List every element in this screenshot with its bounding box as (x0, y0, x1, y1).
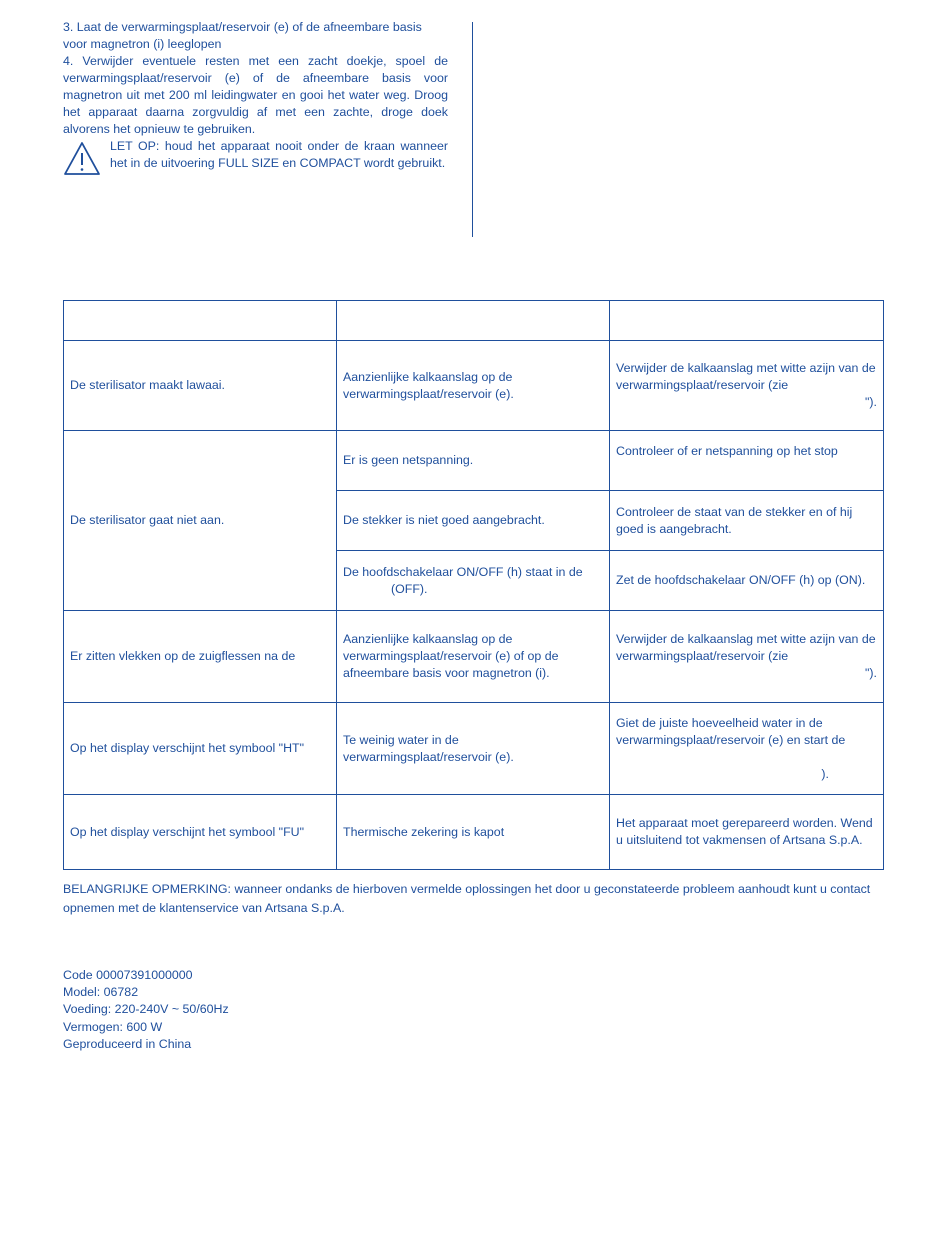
table-row (64, 341, 884, 431)
solution-cell: Controleer of er netspanning op het stop (610, 431, 884, 491)
cause-text-end: (OFF). (391, 581, 428, 596)
solution-cell: Controleer de staat van de stekker en of hij goed is aangebracht. (610, 491, 884, 551)
cause-cell: Er is geen netspanning. (337, 431, 610, 491)
solution-text-end: ). (821, 766, 829, 781)
troubleshooting-table (63, 300, 884, 870)
solution-text: Verwijder de kalkaanslag met witte azijn van de verwarmingsplaat/reservoir (zie (616, 632, 876, 663)
table-row (64, 703, 884, 795)
step-4: 4. Verwijder eventuele resten met een zacht doekje, spoel de verwarmingsplaat/reservoir (e) of de afneembare basis voor magnetron uit met 200 ml leidingwater en gooi het water weg. Droog het apparaat daarna zorgvuldig af met een zachte, droge doek alvorens het opnieuw te gebruiken. (63, 54, 448, 136)
cause-cell: Te weinig water in de verwarmingsplaat/reservoir (e). (337, 703, 610, 795)
table-row (64, 431, 884, 491)
problem-cell: De sterilisator gaat niet aan. (64, 431, 337, 611)
cause-cell: Aanzienlijke kalkaanslag op de verwarmingsplaat/reservoir (e) of op de afneembare basis voor magnetron (i). (337, 611, 610, 703)
problem-cell: De sterilisator maakt lawaai. (64, 341, 337, 431)
spec-model: Model: 06782 (63, 985, 139, 1000)
problem-cell: Op het display verschijnt het symbool "FU" (64, 795, 337, 870)
table-header-row (64, 301, 884, 341)
spec-power-supply: Voeding: 220-240V ~ 50/60Hz (63, 1002, 229, 1017)
important-note (63, 880, 893, 918)
maintenance-steps (63, 19, 448, 181)
spec-code: Code 00007391000000 (63, 968, 193, 982)
solution-cell (610, 611, 884, 703)
cause-text: De hoofdschakelaar ON/OFF (h) staat in de (343, 564, 583, 579)
cause-cell: Thermische zekering is kapot (337, 795, 610, 870)
header-cause (337, 301, 610, 341)
solution-cell: Het apparaat moet gerepareerd worden. Wend u uitsluitend tot vakmensen of Artsana S.p.A. (610, 795, 884, 870)
solution-text-end: "). (865, 666, 877, 680)
problem-cell: Op het display verschijnt het symbool "HT" (64, 703, 337, 795)
table-row (64, 795, 884, 870)
solution-cell: Zet de hoofdschakelaar ON/OFF (h) op (ON). (610, 551, 884, 611)
spec-wattage: Vermogen: 600 W (63, 1019, 163, 1034)
step-3: 3. Laat de verwarmingsplaat/reservoir (e) of de afneembare basis voor magnetron (i) leeglopen (63, 20, 422, 51)
solution-cell (610, 341, 884, 431)
solution-text: Giet de juiste hoeveelheid water in de verwarmingsplaat/reservoir (e) en start de (616, 715, 846, 747)
solution-text: Verwijder de kalkaanslag met witte azijn van de verwarmingsplaat/reservoir (zie (616, 361, 876, 392)
table-row (64, 611, 884, 703)
solution-text-end: "). (865, 395, 877, 409)
warning-text: LET OP: houd het apparaat nooit onder de kraan wanneer het in de uitvoering FULL SIZE en COMPACT wordt gebruikt. (110, 139, 448, 170)
warning-block (63, 138, 448, 181)
solution-cell (610, 703, 884, 795)
header-problem (64, 301, 337, 341)
cause-cell: Aanzienlijke kalkaanslag op de verwarmingsplaat/reservoir (e). (337, 341, 610, 431)
cause-cell: De stekker is niet goed aangebracht. (337, 491, 610, 551)
spec-origin: Geproduceerd in China (63, 1036, 192, 1051)
product-specs (63, 967, 229, 1053)
header-solution (610, 301, 884, 341)
column-divider (472, 22, 473, 237)
cause-cell (337, 551, 610, 611)
important-note-text: BELANGRIJKE OPMERKING: wanneer ondanks de hierboven vermelde oplossingen het door u geconstateerde probleem aanhoudt kunt u contact opnemen met de klantenservice van Artsana S.p.A. (63, 882, 871, 915)
problem-cell: Er zitten vlekken op de zuigflessen na de (64, 611, 337, 703)
warning-triangle-icon (63, 138, 107, 181)
